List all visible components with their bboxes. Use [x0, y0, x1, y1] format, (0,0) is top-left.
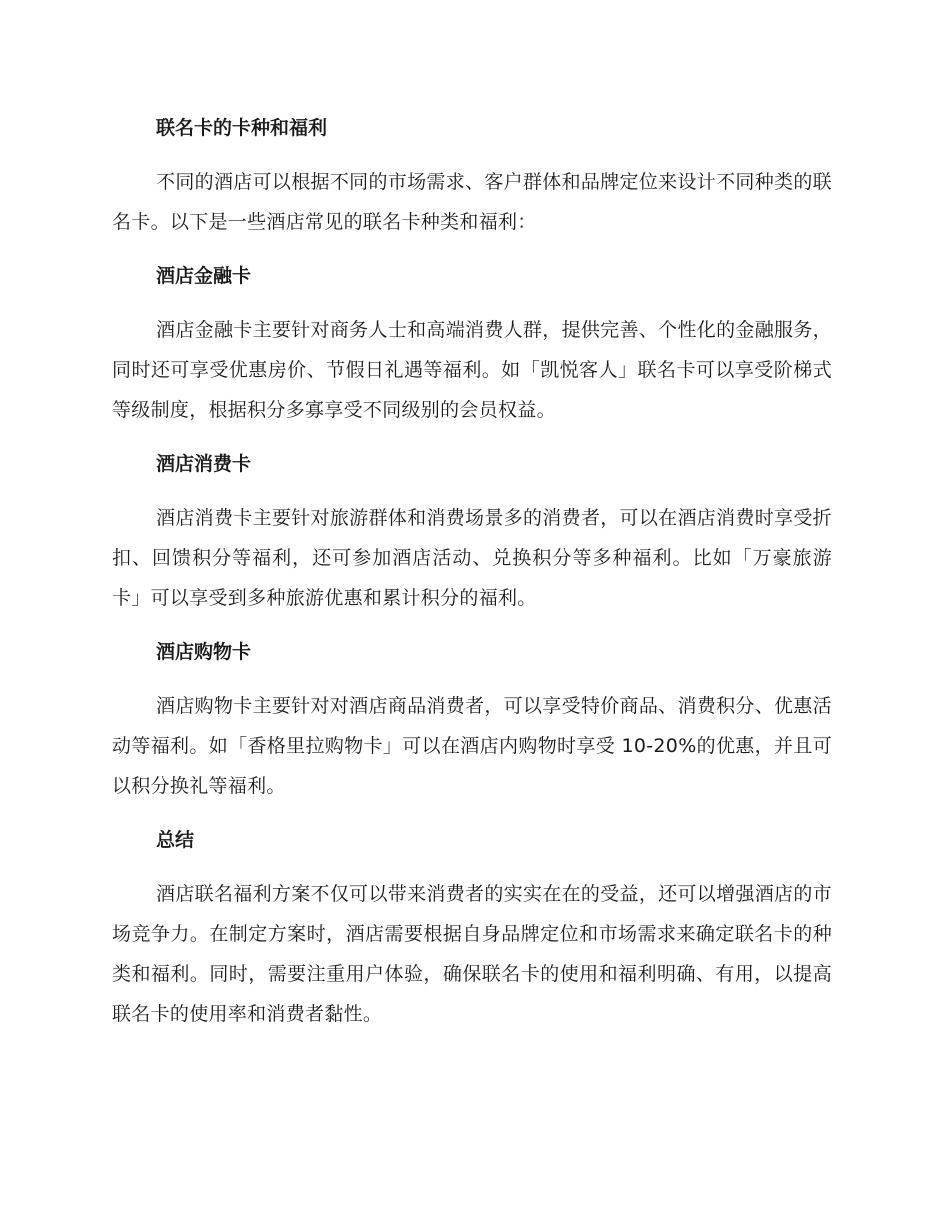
section-paragraph-card-types: 不同的酒店可以根据不同的市场需求、客户群体和品牌定位来设计不同种类的联名卡。以下是一些酒店常见的联名卡种类和福利：	[112, 171, 832, 233]
section-heading-card-types: 联名卡的卡种和福利	[156, 117, 328, 139]
section-heading-consumer-card: 酒店消费卡	[156, 453, 252, 475]
section-paragraph-consumer-card: 酒店消费卡主要针对旅游群体和消费场景多的消费者，可以在酒店消费时享受折扣、回馈积分等福利，还可参加酒店活动、兑换积分等多种福利。比如「万豪旅游卡」可以享受到多种旅游优惠和累计积分的福利。	[112, 507, 832, 609]
section-heading-shopping-card: 酒店购物卡	[156, 641, 252, 663]
section-paragraph-shopping-card: 酒店购物卡主要针对对酒店商品消费者，可以享受特价商品、消费积分、优惠活动等福利。如「香格里拉购物卡」可以在酒店内购物时享受 10-20%的优惠，并且可以积分换礼等福利。	[112, 695, 832, 797]
section-heading-summary: 总结	[156, 829, 195, 851]
section-heading-finance-card: 酒店金融卡	[156, 265, 252, 287]
document-page	[112, 108, 832, 1048]
section-paragraph-finance-card: 酒店金融卡主要针对商务人士和高端消费人群，提供完善、个性化的金融服务，同时还可享受优惠房价、节假日礼遇等福利。如「凯悦客人」联名卡可以享受阶梯式等级制度，根据积分多寡享受不同级别的会员权益。	[112, 319, 832, 421]
section-paragraph-summary: 酒店联名福利方案不仅可以带来消费者的实实在在的受益，还可以增强酒店的市场竞争力。在制定方案时，酒店需要根据自身品牌定位和市场需求来确定联名卡的种类和福利。同时，需要注重用户体验，确保联名卡的使用和福利明确、有用，以提高联名卡的使用率和消费者黏性。	[112, 883, 832, 1025]
